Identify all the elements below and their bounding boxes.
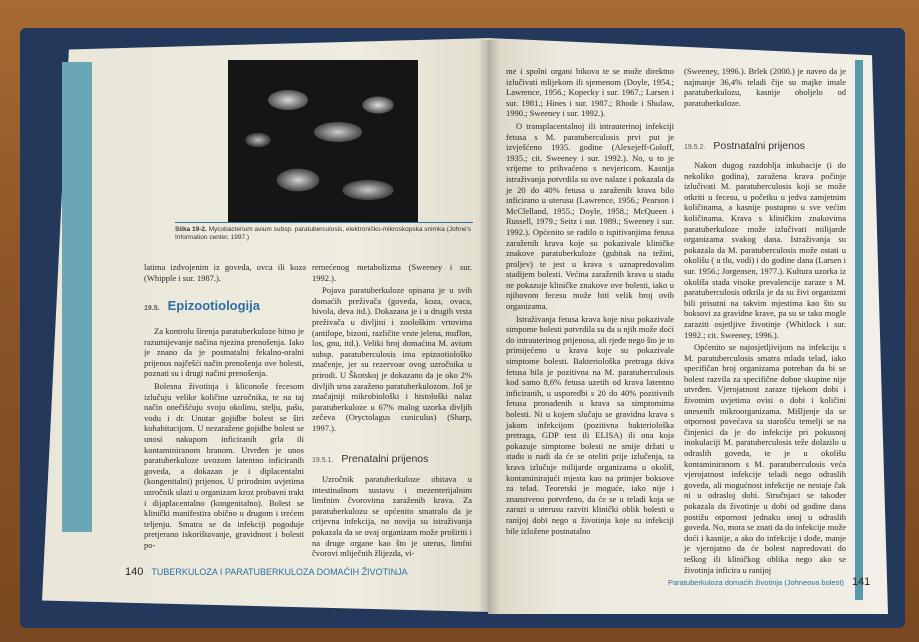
subsection-number: 19.5.2. (684, 144, 706, 151)
paragraph: Pojava paratuberkuloze opisana je u svih domaćih preživača (goveda, koza, ovaca, bivola, deva itd.). Dokazana je i u drugih vrsta preživača u divljini i zoološkim vrtovima (antilope, bizoni, različite vrste jelena, muflon, los, gnu, itd.). Veliki broj domaćina M. avium subsp. paratuberculosis ima epizootiološko značenje, jer su rezervoar ovog uzročnika u prirodi. U Škotskoj je dokazano da je oko 2% divljih srna zaraženo paratuberkulozom. Još je značajniji mikrobiološki i histološki nalaz paratuberkuloze u 67% malog uzorka divljih zečeva (Oryctolagus cuniculus) (Sharp, 1997.). (312, 285, 472, 433)
paragraph: (Sweeney, 1996.). Brlek (2000.) je naveo da je najmanje 36,4% teladi čije su majke imale paratuberkulozu, kasnije oboljelo od paratuberkuloze. (684, 66, 846, 108)
subsection-title: Postnatalni prijenos (713, 140, 806, 152)
right-page-edge-band (855, 60, 863, 600)
paragraph: Istraživanja fetusa krava koje nisu pokazivale simpome bolesti potvrdila su da u njih može doći do intrauterinog prijenosa, ali rjeđe nego što je to primijećeno u krava koje su pokazivale simptome bolesti. Bakteriološka pretraga tkiva fetusa bila je pozitivna na M. paratuberculosis kod samo 8,6% fetusa uzetih od krava latentno inficiranih, u usporedbi s 20 do 40% pozitivnih fetusa pronađenih u krava sa simptomima bolesti. Ni u kojem slučaju se gravidna krava s jakom infekcijom (pozitivna bakteriološka pretraga, GDP test ili ELISA) ili ona koja pokazuje simptome bolesti ne smije držati u stadu u nadi da će se oteliti prije izlučenja, ta krava izlučuje milijarde organizama u okoliš, kontaminirajući mjesta kao na primjer boksove za telad. Teoretski je moguće, iako nije i znanstveno potvrđeno, da će se u teladi koja se zarazi u uterusu razviti klinički oblik bolesti u ranijoj dobi nego u životinja koje su infekciji bile izložene postnatalno (506, 313, 674, 536)
book-gutter (478, 40, 500, 614)
left-footer (125, 566, 408, 578)
electron-micrograph-image (228, 60, 418, 222)
subsection-heading (684, 140, 805, 152)
running-head-right: Paratuberkuloza domaćih životinja (Johneova bolest) (668, 578, 844, 587)
caption-text: Mycobacterium avium subsp. paratuberculosis, elektroničko-mikroskopska snimka (Johne's Information center, 1997.) (175, 226, 472, 241)
left-col-2-body (312, 474, 472, 560)
left-col-1 (144, 262, 306, 285)
paragraph: O transplacentalnoj ili intrauterinoj infekciji fetusa s M. paratuberculosis prvi put je izvješćeno 1935. godine (Alexejeff-Goloff, 1935.; cit. Sweeney i sur. 1992.). No, u to je vrijeme to prihvaćeno s nevjericom. Kasnija istraživanja potvrdila su ove nalaze i pokazala da je 20 do 40% fetusa u zaraženih krava bilo inficirano u uterusu (Lawrence, 1956.; Pearson i McClelland, 1955.; Doyle, 1958.; McQueen i Russell, 1979.; Seitz i sur. 1989.; Sweeney i sur. 1992.). Općenito se radilo o ispitivanjima fetusa zaraženih krava koje su pokazivale kliničke znakove paratuberkuloze (gubitak na težini, proljev) te jest u krava s uznapredovalim stadijem bolesti. Većina zaraženih krava u stadu ne pokazuje kliničke znakove ove bolesti, iako u njihovom fecesu može biti velik broj ovih organizama. (506, 120, 674, 312)
left-col-2 (312, 262, 472, 436)
page-number-right: 141 (851, 576, 871, 588)
section-title: Epizootiologija (167, 298, 261, 313)
paragraph: Bolesna životinja i kliconoše fecesom izlučuju velike količine uzročnika, te na taj način onečišćuju svoju okolinu, stelju, pašu, vodu i dr. Unutar gojidbe bolest se širi kohabitacijom. U nezaražene gojidbe bolest se unosi nakupom inficiranih grla ili kontaminiranom hranom. Utvrđen je unos paratuberkuloze uvozom latentno inficiranih goveda, a dokazan je i diplacentalni (kongenitalni) prijenos. U prirodnim uvjetima uzročnik ulazi u organizam kroz probavni trakt i dijaplacentalno (kongenitalno). Bolest se klinički manifestira obično u drugom i trećem teljenju. Smatra se da infekciji pogoduje pretjerano iskorištavanje, gravidnost i bolesti po- (144, 380, 304, 550)
paragraph: me i spolni organi bikova te se može direktno izlučivati mlijekom ili sjemenom (Doyle, 1954.; Lawrence, 1956.; Kopecky i sur. 1967.; Larsen i sur. 1981.; Hines i sur. 1987.; Rhode i Shulaw, 1990.; Sweeney i sur. 1992.). (506, 66, 674, 119)
right-col-2 (684, 66, 846, 110)
section-heading (144, 298, 260, 313)
paragraph: Nakon dugog razdoblja inkubacije (i do nekoliko godina), zaražena krava počinje izlučivati M. paratuberculosis koji se može otkriti u fecesu, u početku u jedva zamjetnim količinama, a kasnije postupno u sve većim količinama. Krava s kliničkim znakovima paratuberkuloze može izlučivati milijarde organizama svakog dana. Istraživanja su pokazala da M. paratuberculosis može ostati u okolišu ( u tlu, vodi) i do godine dana (Larsen i sur. 1956.; Jorgensen, 1977.). Kultura uzorka iz okoliša stada visoke prevalencije zaraze s M. paratuberculosis otkrila je da su živi organizmi bili prisutni na takvim mjestima kao što su boksovi za gravidne krave, pa su se tako mogle zaraziti osjetljive životinje (Whitlock i sur. 1992.; cit. Sweeney, 1996.). (684, 160, 846, 340)
paragraph: Općenito se najosjetljivijom na infekciju s M. paratuberculosis smatra mlada telad, iako specifičan broj organizama potreban da bi se bolest razvila za specifične dobne skupine nije utvrđen. Vjerojatnost zaraze tijekom dobi i životnim uvjetima ovisi o dobi i količini unesenih mikroorganizama. Mišljenje da se otpornost povećava sa starošću temelji se na činjenici da je do infekcije pri pokusnoj inokulaciji M. paratuberculosis teže dolazilo u odraslih goveda, te je u okolišu kontaminiranom s M. paratuberculosis veća vjerojatnost infekcije teladi nego odraslih goveda, ali mogućnost infekcije ne nestaje čak ni u odrasloj dobi. Stručnjaci se također pokazala da životinje u dobi od godine dana postižu otpornost jednaku onoj u odraslih goveda. No, mora se znati da do infekcije može doći i kasnije, a ako do infekcije i dođe, manje je vjerojatno da će bolest napredovati do teškog ili kliničkog oblika nego ako se životinja inficira u ranijoj (684, 342, 846, 575)
right-col-2-body (684, 160, 846, 575)
caption-label: Slika 19-2. (175, 226, 207, 233)
section-number: 19.5. (144, 305, 160, 312)
running-head-left: TUBERKULOZA I PARATUBERKULOZA DOMAĆIH ŽIVOTINJA (151, 567, 408, 577)
paragraph: remećenog metabolizma (Sweeney i sur. 1992.). (312, 262, 472, 283)
right-col-1 (506, 66, 674, 538)
right-footer (668, 576, 870, 588)
left-col-1-body (144, 326, 304, 552)
paragraph: Uzročnik paratuberkuloze obitava u intestinalnom sustavu i mezenterijalnim limfnim čvorovima zaraženih krava. Za paratuberkulozu se općenito smatralo da je crijevna infekcija, no novija su istraživanja pokazala da se ovaj organizam može proširiti i na druge organe kao što je uterus, limfni čvorovi mliječnih žlijezda, vi- (312, 474, 472, 559)
page-number-left: 140 (125, 566, 144, 578)
subsection-number: 19.5.1. (312, 457, 334, 464)
subsection-title: Prenatalni prijenos (341, 453, 429, 465)
left-page-edge-band (62, 62, 92, 532)
paragraph: Za kontrolu širenja paratuberkuloze bitno je razumijevanje načina njezina prenošenja. Iako je znano da je postnatalni fekalno-oralni prijenos najčešći način prenošenja ove bolesti, poznati su i drugi načini prenošenja. (144, 326, 304, 379)
left-top-snippet: latima izdvojenim iz goveda, ovca ili koza (Whipple i sur. 1987.). (144, 262, 306, 283)
figure-caption (175, 226, 473, 242)
subsection-heading (312, 453, 428, 465)
caption-rule (175, 222, 473, 223)
